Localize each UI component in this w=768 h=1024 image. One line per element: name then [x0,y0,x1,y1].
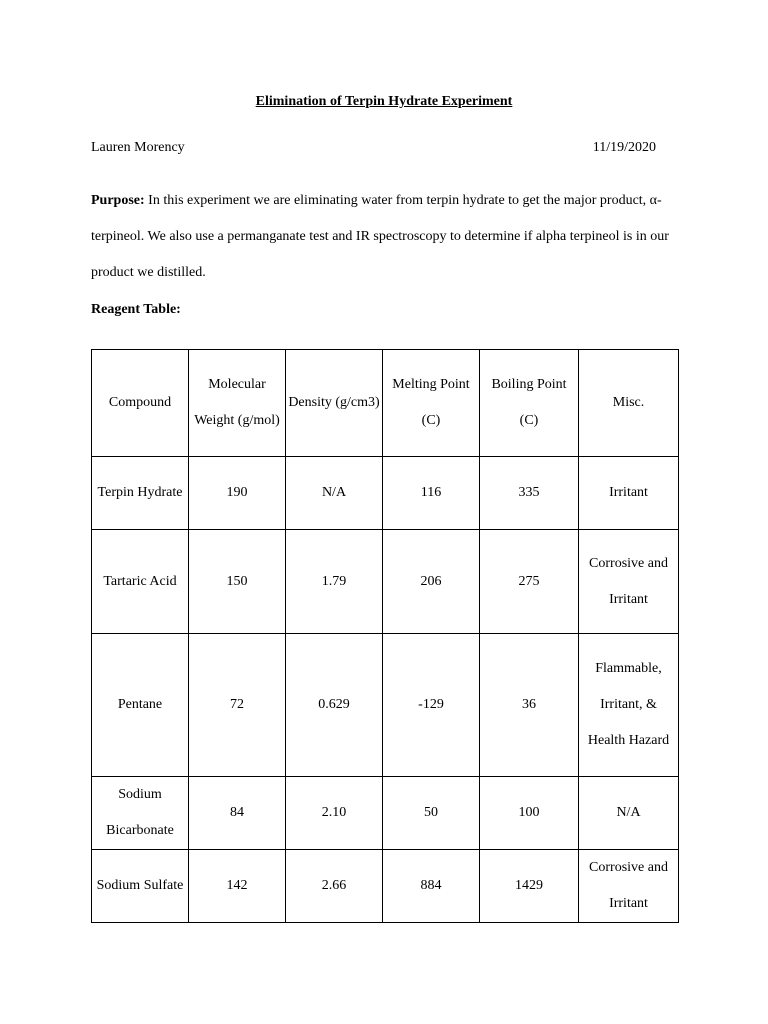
table-cell: Flammable, Irritant, & Health Hazard [579,634,679,777]
purpose-text: In this experiment we are eliminating water from terpin hydrate to get the major product, α-terpineol. We also use a permanganate test and IR spectroscopy to determine if alpha terpineol is in our product we distilled. [91,193,669,280]
table-row [92,777,679,850]
table-cell: 116 [383,457,480,530]
table-row [92,850,679,923]
table-cell: Terpin Hydrate [92,457,189,530]
table-cell: 1.79 [286,530,383,634]
table-cell: Tartaric Acid [92,530,189,634]
table-cell: Pentane [92,634,189,777]
purpose-label: Purpose: [91,193,145,208]
table-cell: N/A [579,777,679,850]
table-cell: 206 [383,530,480,634]
table-cell: 36 [480,634,579,777]
table-header-row [92,350,679,457]
table-cell: 150 [189,530,286,634]
table-cell: 190 [189,457,286,530]
table-row [92,530,679,634]
table-cell: 335 [480,457,579,530]
table-cell: 275 [480,530,579,634]
table-cell: 100 [480,777,579,850]
table-row [92,457,679,530]
document-title: Elimination of Terpin Hydrate Experiment [255,94,513,109]
header-cell-compound: Compound [92,350,189,457]
table-cell: Sodium Sulfate [92,850,189,923]
table-cell: Corrosive and Irritant [579,530,679,634]
table-cell: 2.66 [286,850,383,923]
table-cell: 0.629 [286,634,383,777]
table-cell: 884 [383,850,480,923]
reagent-table-heading: Reagent Table: [91,302,181,317]
table-cell: 50 [383,777,480,850]
header-cell-boiling-point: Boiling Point (C) [480,350,579,457]
table-cell: Sodium Bicarbonate [92,777,189,850]
header-cell-melting-point: Melting Point (C) [383,350,480,457]
purpose-paragraph [91,183,676,291]
table-cell: Corrosive and Irritant [579,850,679,923]
table-row [92,634,679,777]
document-date: 11/19/2020 [592,140,656,155]
table-cell: 2.10 [286,777,383,850]
header-cell-misc: Misc. [579,350,679,457]
table-cell: 84 [189,777,286,850]
table-cell: 142 [189,850,286,923]
author-name: Lauren Morency [91,140,185,155]
header-cell-density: Density (g/cm3) [286,350,383,457]
table-cell: Irritant [579,457,679,530]
reagent-table [91,349,679,923]
table-cell: -129 [383,634,480,777]
header-cell-molecular-weight: Molecular Weight (g/mol) [189,350,286,457]
table-cell: 72 [189,634,286,777]
table-cell: N/A [286,457,383,530]
table-cell: 1429 [480,850,579,923]
